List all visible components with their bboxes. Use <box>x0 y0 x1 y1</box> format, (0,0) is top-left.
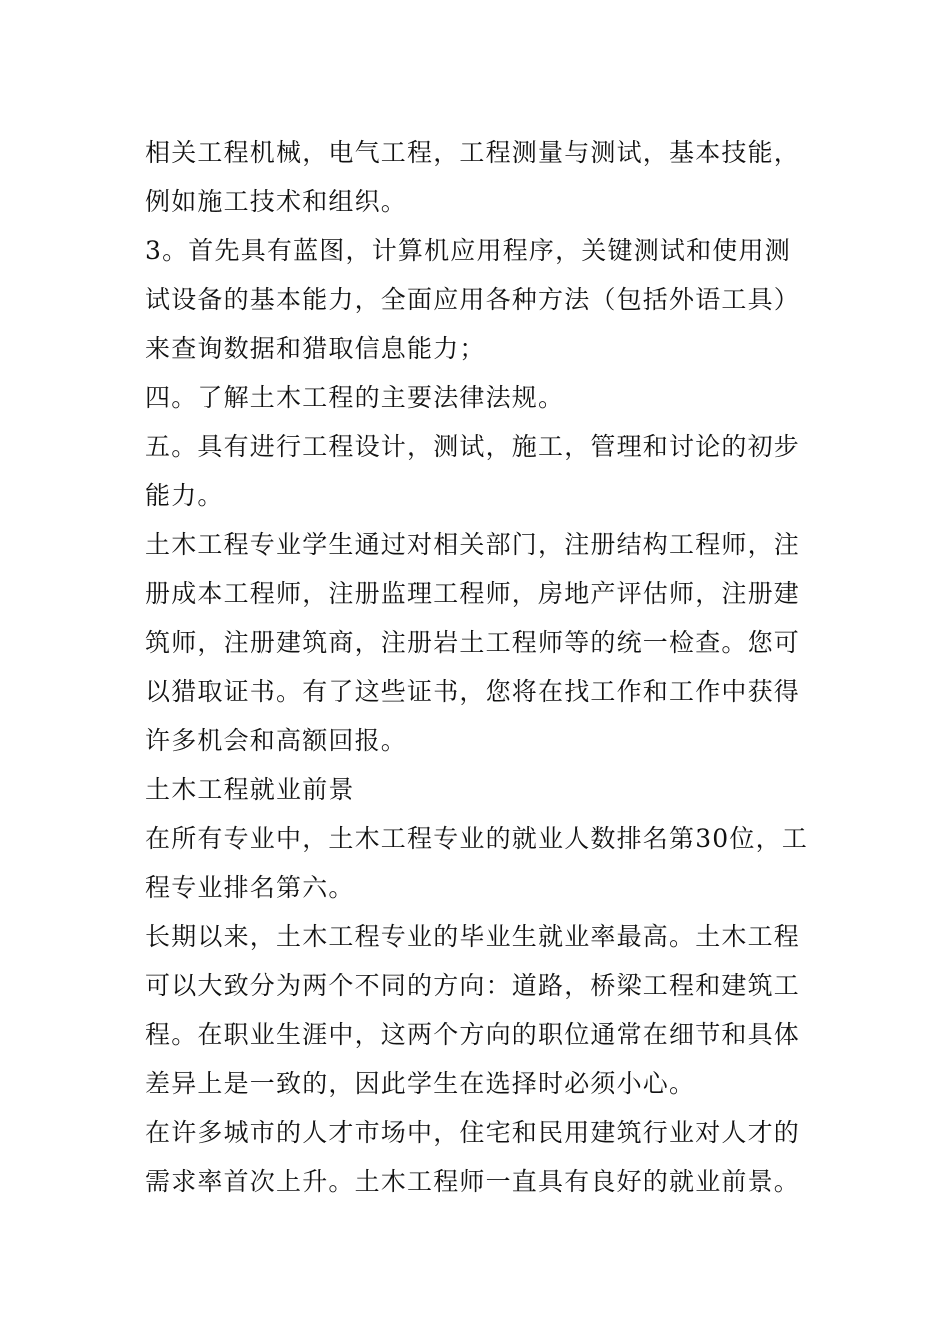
paragraph-item-3: 3。首先具有蓝图，计算机应用程序，关键测试和使用测试设备的基本能力，全面应用各种方法（包括外语工具）来查询数据和猎取信息能力； <box>145 236 801 363</box>
paragraph-item-5: 五。具有进行工程设计，测试，施工，管理和讨论的初步能力。 <box>145 432 801 510</box>
paragraph-employment-rate: 长期以来，土木工程专业的毕业生就业率最高。土木工程可以大致分为两个不同的方向：道路，桥梁工程和建筑工程。在职业生涯中，这两个方向的职位通常在细节和具体差异上是一致的，因此学生在选择时必须小心。 <box>145 922 801 1098</box>
paragraph-skills-continued: 相关工程机械，电气工程，工程测量与测试，基本技能，例如施工技术和组织。 <box>145 138 801 216</box>
paragraph-certificates: 土木工程专业学生通过对相关部门，注册结构工程师，注册成本工程师，注册监理工程师，房地产评估师，注册建筑师，注册建筑商，注册岩土工程师等的统一检查。您可以猎取证书。有了这些证书，您将在找工作和工作中获得许多机会和高额回报。 <box>145 530 801 755</box>
document-body <box>145 128 810 1206</box>
paragraph-talent-market: 在许多城市的人才市场中，住宅和民用建筑行业对人才的需求率首次上升。土木工程师一直具有良好的就业前景。 <box>145 1118 801 1196</box>
paragraph-item-4: 四。了解土木工程的主要法律法规。 <box>145 383 565 412</box>
paragraph-employment-ranking: 在所有专业中，土木工程专业的就业人数排名第30位，工程专业排名第六。 <box>145 824 809 902</box>
section-heading-employment-prospects: 土木工程就业前景 <box>145 775 355 804</box>
